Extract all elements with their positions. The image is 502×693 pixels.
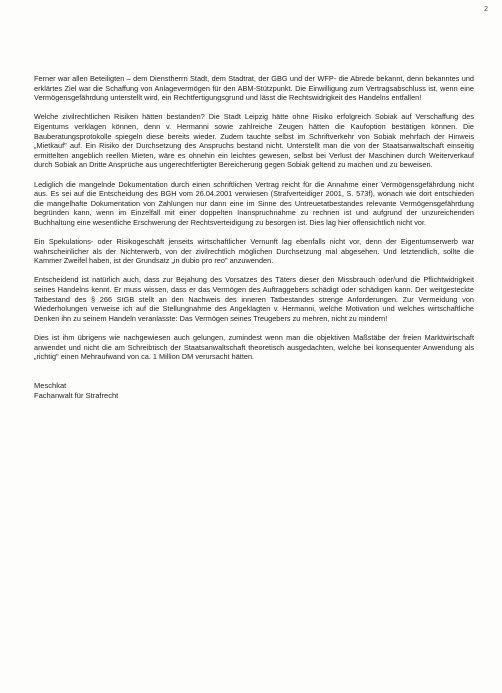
paragraph-6: Dies ist ihm übrigens wie nachgewiesen auch gelungen, zumindest wenn man die objektiven Maßstäbe der freien Marktwirtschaft anwendet und nicht die am Schreibtisch der Staatsanwaltschaft theoretisch ausgedachten, welche bei konsequenter Anwendung als „richtig" einen Mehraufwand von ca. 1 Million DM verursacht hätten. bbox=[34, 333, 474, 362]
signature-name: Meschkat bbox=[34, 380, 67, 390]
paragraph-3: Lediglich die mangelnde Dokumentation durch einen schriftlichen Vertrag reicht für die Annahme einer Vermögensgefährdung nicht aus. Es sei auf die Entscheidung des BGH vom 26.04.2001 verwiesen (Strafverteidiger 2001, S. 573f), wonach wie dort entschieden die mangelhafte Dokumentation von Zahlungen nur dann eine im Sinne des Untreuetatbestandes relevante Vermögensgefährdung begründen kann, wenn im Einzelfall mit einer doppelten Inanspruchnahme zu rechnen ist und aufgrund der unzureichenden Buchhaltung eine wesentliche Erschwerung der Rechtsverteidigung zu besorgen ist. Dies lag hier offensichtlich nicht vor. bbox=[34, 179, 474, 227]
paragraph-5: Entscheidend ist natürlich auch, dass zur Bejahung des Vorsatzes des Täters dieser den Missbrauch oder/und die Pflichtwidrigkeit seines Handelns kennt. Er muss wissen, dass er das Vermögen des Auftraggebers schädigt oder schädigen kann. Der weitgesteckte Tatbestand des § 266 StGB stellt an den Nachweis des inneren Tatbestandes strenge Anforderungen. Zur Vermeidung von Wiederholungen verweise ich auf die Stellungnahme des Angeklagten v. Hermanni, welche Motivation und welches wirtschaftliche Denken ihn zu seinem Handeln veranlasste: Das Vermögen seines Treugebers zu mehren, nicht zu mindern! bbox=[34, 275, 474, 323]
paragraph-4: Ein Spekulations- oder Risikogeschäft jenseits wirtschaftlicher Vernunft lag ebenfalls nicht vor, denn der Eigentumserwerb war wahrscheinlicher als der Nichterwerb, von der zivilrechtlich möglichen Durchsetzung mal abgesehen. Und letztendlich, sollte die Kammer Zweifel haben, ist der Grundsatz „in dubio pro reo" anzuwenden. bbox=[34, 237, 474, 266]
signature-block bbox=[34, 381, 474, 401]
page-number: 2 bbox=[484, 6, 488, 13]
paragraph-1: Ferner war allen Beteiligten – dem Dienstherrn Stadt, dem Stadtrat, der GBG und der WFP- die Abrede bekannt, denn bekanntes und erklärtes Ziel war die Schaffung von Anlagevermögen für den ABM-Stützpunkt. Die Einwilligung zum Vertragsabschluss ist, wenn eine Vermögensgefährdung unterstellt wird, ein Rechtfertigungsgrund und lässt die Rechtswidrigkeit des Handelns entfallen! bbox=[34, 74, 474, 103]
letter-body bbox=[34, 74, 474, 401]
signature-title: Fachanwalt für Strafrecht bbox=[34, 390, 119, 400]
paragraph-2: Welche zivilrechtlichen Risiken hätten bestanden? Die Stadt Leipzig hätte ohne Risiko erfolgreich Sobiak auf Verschaffung des Eigentums verklagen können, denn v. Hermanni sowie zahlreiche Zeugen hätten die Kaufoption bestätigen können. Die Bauberatungsprotokolle spiegeln diese bereits wieder. Zudem tauchte selbst im Schriftverkehr von Sobiak mehrfach der Hinweis „Mietkauf" auf. Ein Risiko der Durchsetzung des Anspruchs bestand nicht. Unterstellt man die von der Staatsanwaltschaft einseitig ermittelten angeblich reellen Mieten, wäre es ohnehin ein leichtes gewesen, selbst bei Verlust der Maschinen durch Weiterverkauf durch Sobiak an Dritte Ansprüche aus ungerechtfertigter Bereicherung gegen Sobiak geltend zu machen und zu beweisen. bbox=[34, 112, 474, 170]
